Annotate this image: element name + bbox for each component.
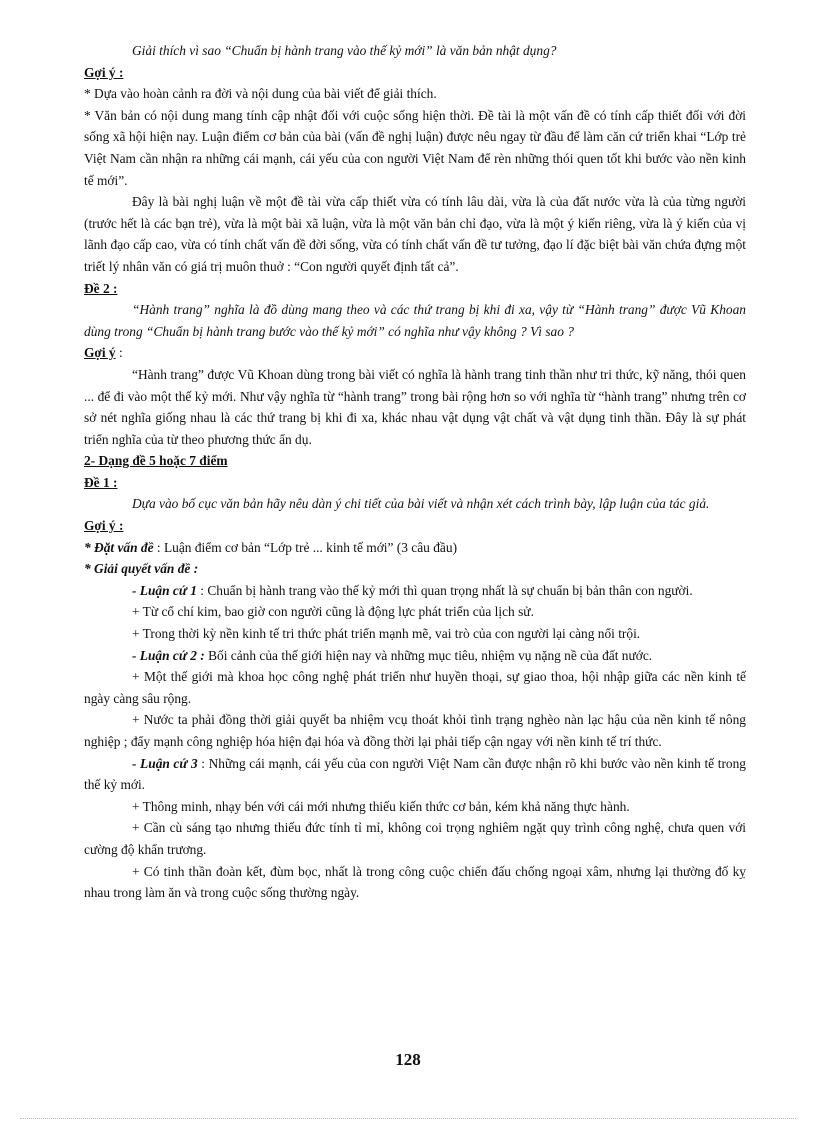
argument-1-text: : Chuẩn bị hành trang vào thế kỷ mới thì quan trọng nhất là sự chuẩn bị bản thân con người. [196,582,693,598]
hint-label-1: Gợi ý : [84,64,124,80]
argument-3-point-2: + Cần cù sáng tạo nhưng thiếu đức tính tỉ mỉ, không coi trọng nghiêm ngặt quy trình công nghệ, chưa quen với cường độ khẩn trương. [84,820,746,857]
argument-1-point-1: + Từ cổ chí kim, bao giờ con người cũng là động lực phát triển của lịch sử. [132,604,534,620]
argument-3-point-3: + Có tinh thần đoàn kết, đùm bọc, nhất là trong công cuộc chiến đấu chống ngoại xâm, nhưng lại thường đố kỵ nhau trong làm ăn và trong cuộc sống thường ngày. [84,863,746,901]
question-3-label: Đề 1 : [84,474,118,490]
q1-hint-1: * Dựa vào hoàn cảnh ra đời và nội dung của bài viết để giải thích. [84,86,437,102]
argument-2-point-2: + Nước ta phải đồng thời giải quyết ba nhiệm vcụ thoát khỏi tình trạng nghèo nàn lạc hậu của nền kinh tế nông nghiệp ; đẩy mạnh công nghiệp hóa hiện đại hóa và đồng thời lại phải tiếp cận ngay với nền kinh tế trí thức. [84,712,746,749]
page-number: 128 [395,1050,421,1069]
page-content [84,40,746,904]
footer-divider [20,1118,796,1119]
argument-2-text: Bối cảnh của thế giới hiện nay và những mục tiêu, nhiệm vụ nặng nề của đất nước. [204,647,653,663]
argument-1-label: - Luận cứ 1 [132,582,197,598]
argument-3-point-1: + Thông minh, nhạy bén với cái mới nhưng thiếu kiến thức cơ bản, kém khả năng thực hành. [132,798,630,814]
intro-text: : Luận điểm cơ bản “Lớp trẻ ... kinh tế mới” (3 câu đầu) [153,539,458,555]
hint-label-2: Gợi ý [84,345,116,361]
argument-1-point-2: + Trong thời kỳ nền kinh tế tri thức phát triển mạnh mẽ, vai trò của con người lại càng nổi trội. [132,626,641,642]
q1-paragraph: Đây là bài nghị luận về một đề tài vừa cấp thiết vừa có tính lâu dài, vừa là của đất nước vừa là của từng người (trước hết là các bạn trẻ), vừa là một bài xã luận, vừa là một văn bản chỉ đạo, vừa là một ý kiến riêng, vừa là ý kiến của vị lãnh đạo cấp cao, vừa có tính chất vấn đề đời sống, vừa có tính chất vấn đề tư tưởng, đạo lí đặc biệt bài văn chứa đựng một triết lý nhân văn có giá trị muôn thuở : “Con người quyết định tất cả”. [84,194,746,274]
question-3-prompt: Dựa vào bố cục văn bản hãy nêu dàn ý chi tiết của bài viết và nhận xét cách trình bày, lập luận của tác giả. [132,496,710,512]
q1-hint-2: * Văn bản có nội dung mang tính cập nhật đối với cuộc sống hiện thời. Đề tài là một vấn đề có tính cấp thiết đối với đời sống xã hội hiện nay. Luận điểm cơ bản của bài (vấn đề nghị luận) được nêu ngay từ đầu để làm căn cứ triển khai “Lớp trẻ Việt Nam cần nhận ra những cái mạnh, cái yếu của con người Việt Nam để rèn những thói quen tốt khi bước vào nền kinh tế mới”. [84,107,746,188]
argument-3-text: : Những cái mạnh, cái yếu của con người Việt Nam cần được nhận rõ khi bước vào nền kinh tế trong thế kỷ mới. [84,755,746,793]
argument-3-label: - Luận cứ 3 [132,755,198,771]
section-2-heading: 2- Dạng đề 5 hoặc 7 điểm [84,453,228,469]
question-1-prompt: Giải thích vì sao “Chuẩn bị hành trang vào thế kỷ mới” là văn bản nhật dụng? [132,43,557,58]
question-2-prompt: “Hành trang” nghĩa là đồ dùng mang theo và các thứ trang bị khi đi xa, vậy từ “Hành trang” được Vũ Khoan dùng trong “Chuẩn bị hành trang bước vào thế kỷ mới” có nghĩa như vậy không ? Vì sao ? [84,302,746,339]
intro-label: * Đặt vấn đề [84,539,154,555]
hint-label-2-colon: : [115,345,123,361]
question-2-label: Đề 2 : [84,280,118,296]
argument-2-label: - Luận cứ 2 : [132,647,205,663]
body-label: * Giải quyết vấn đề : [84,561,199,577]
question-2-answer: “Hành trang” được Vũ Khoan dùng trong bài viết có nghĩa là hành trang tinh thần như tri thức, kỹ năng, thói quen ... để đi vào một thế kỷ mới. Như vậy nghĩa từ “hành trang” trong bài rộng hơn so với nghĩa từ “hành trang” nhưng trên cơ sở nét nghĩa giống nhau là các thứ trang bị khi đi xa, khác nhau vật dụng vật chất và vật dụng tinh thần. Đây là sự phát triển nghĩa của từ theo phương thức ẩn dụ. [84,366,746,447]
hint-label-3: Gợi ý : [84,518,124,534]
argument-2-point-1: + Một thế giới mà khoa học công nghệ phát triển như huyền thoại, sự giao thoa, hội nhập giữa các nền kinh tế ngày càng sâu rộng. [84,669,746,706]
